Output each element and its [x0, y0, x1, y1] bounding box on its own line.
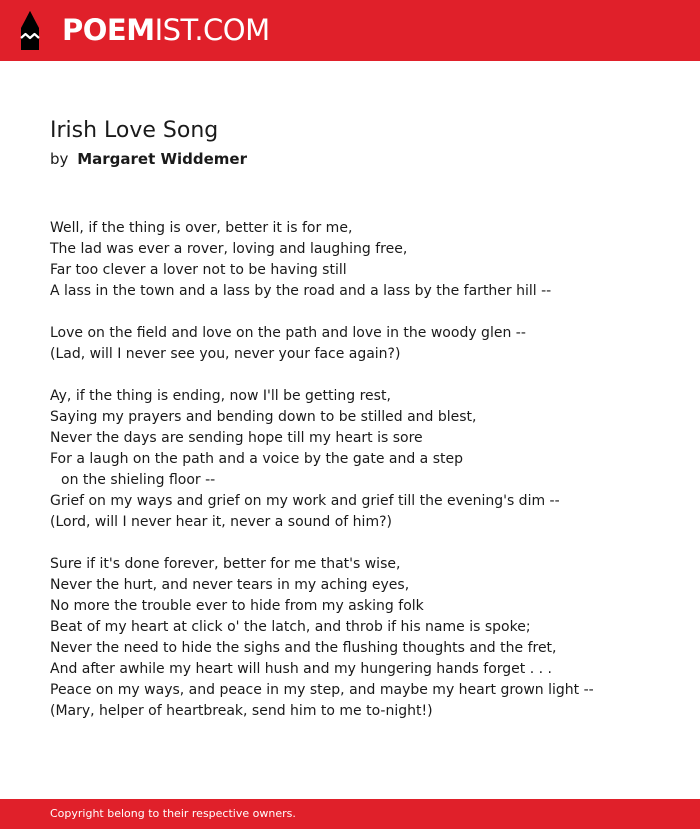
- poem-line: Well, if the thing is over, better it is for me,: [50, 220, 353, 236]
- brand-name-light: IST.COM: [154, 13, 270, 47]
- stanza: [50, 218, 670, 302]
- pencil-tip-icon[interactable]: [18, 10, 42, 51]
- poem-title: Irish Love Song: [50, 118, 219, 143]
- poem-line: And after awhile my heart will hush and my hungering hands forget . . .: [50, 661, 552, 677]
- author-name: Margaret Widdemer: [77, 150, 247, 168]
- poem-line: No more the trouble ever to hide from my asking folk: [50, 598, 424, 614]
- brand-logo[interactable]: [62, 12, 270, 48]
- poem-line: Peace on my ways, and peace in my step, and maybe my heart grown light --: [50, 682, 594, 698]
- poem-line: Never the need to hide the sighs and the flushing thoughts and the fret,: [50, 640, 557, 656]
- stanza: [50, 554, 670, 722]
- poem-line: Far too clever a lover not to be having still: [50, 262, 347, 278]
- poem-line: Never the hurt, and never tears in my aching eyes,: [50, 577, 410, 593]
- poem-line: Beat of my heart at click o' the latch, and throb if his name is spoke;: [50, 619, 531, 635]
- brand-name-bold: POEM: [62, 13, 155, 47]
- poem-line: The lad was ever a rover, loving and laughing free,: [50, 241, 408, 257]
- poem-line: (Mary, helper of heartbreak, send him to me to-night!): [50, 703, 433, 719]
- poem-line: For a laugh on the path and a voice by the gate and a step: [50, 451, 463, 467]
- byline: [50, 148, 247, 170]
- poem-line: Sure if it's done forever, better for me that's wise,: [50, 556, 401, 572]
- poem-body: [50, 218, 670, 743]
- poem-line: Ay, if the thing is ending, now I'll be getting rest,: [50, 388, 391, 404]
- poem-line: (Lad, will I never see you, never your face again?): [50, 346, 401, 362]
- site-footer: [0, 799, 700, 829]
- poem-line: Saying my prayers and bending down to be stilled and blest,: [50, 409, 477, 425]
- poem-line: Love on the field and love on the path and love in the woody glen --: [50, 325, 526, 341]
- site-header: [0, 0, 700, 61]
- poem-line: A lass in the town and a lass by the road and a lass by the farther hill --: [50, 283, 552, 299]
- poem-line: Grief on my ways and grief on my work and grief till the evening's dim --: [50, 493, 560, 509]
- by-label: by: [50, 150, 69, 168]
- poem-line: on the shieling floor --: [61, 472, 216, 488]
- copyright-text: Copyright belong to their respective owners.: [50, 807, 296, 820]
- poem-line: Never the days are sending hope till my heart is sore: [50, 430, 423, 446]
- poem-line: (Lord, will I never hear it, never a sound of him?): [50, 514, 392, 530]
- stanza: [50, 386, 670, 533]
- stanza: [50, 323, 670, 365]
